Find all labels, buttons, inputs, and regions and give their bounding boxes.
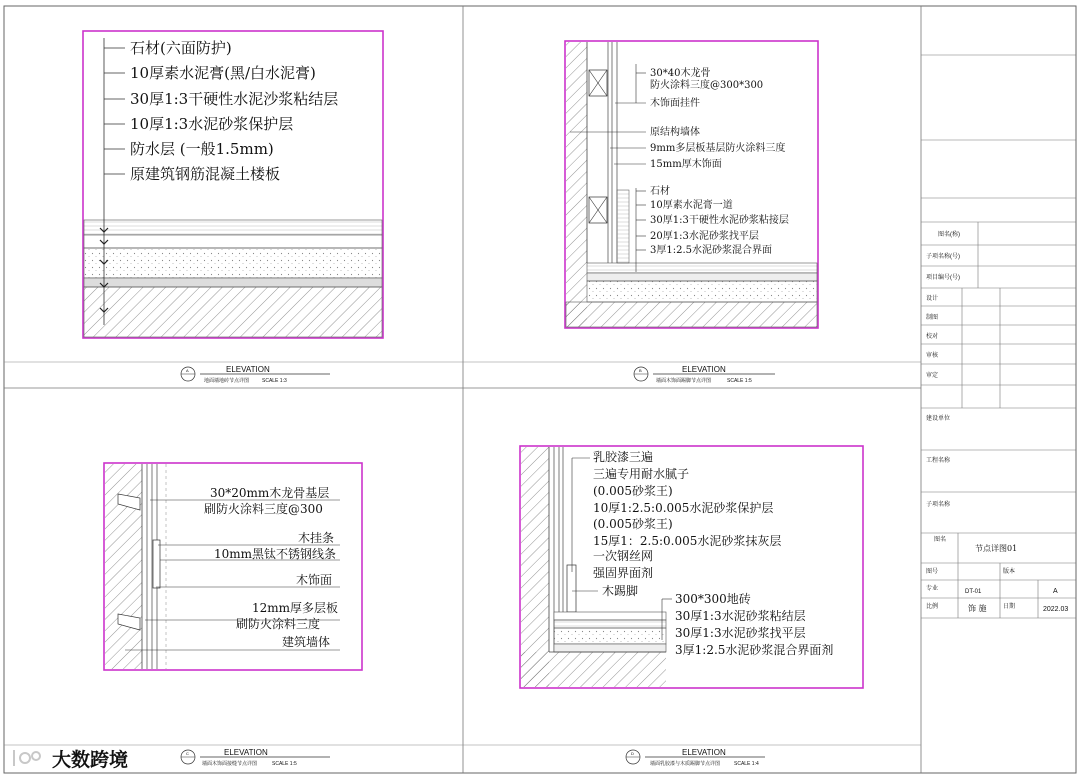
panel-a-label-3: 10厚1:3水泥砂浆保护层 [130,115,294,133]
panel-b-letter: B [639,368,642,373]
panel-a-letter: A [186,368,189,373]
field-label-11: 图名 [934,537,947,543]
panel-d-sub: 墙面乳胶漆与木质踢脚节点详图 [650,761,721,767]
field-label-12: 图号 [926,569,939,575]
panel-a-label-0: 石材(六面防护) [130,39,232,57]
panel-c-letter: C [186,751,189,756]
panel-d-label-9: 300*300地砖 [675,592,751,606]
panel-d-label-0: 乳胶漆三遍 [593,450,654,464]
drawing-discipline: 饰 施 [968,604,987,613]
panel-a-label-5: 原建筑钢筋混凝土楼板 [130,165,281,183]
panel-d-label-8: 木踢脚 [602,584,639,598]
watermark-text: 大数跨境 [52,750,129,771]
field-label-10: 子项名称 [926,502,951,508]
panel-b-scale: SCALE 1:5 [727,378,752,384]
panel-b-label-7: 10厚素水泥膏一道 [650,200,733,211]
panel-c-label-7: 建筑墙体 [282,635,331,649]
panel-a-sub: 地面墙地砖节点详图 [204,378,250,384]
panel-d-label-5: 15厚1：2.5:0.005水泥砂浆抹灰层 [593,534,782,548]
field-label-3: 设计 [926,296,939,302]
field-label-9: 工程名称 [926,458,951,464]
panel-b-tag: ELEVATION [682,365,726,374]
panel-d-tag: ELEVATION [682,748,726,757]
panel-a-label-1: 10厚素水泥膏(黑/白水泥膏) [130,64,316,82]
panel-c-label-2: 木挂条 [298,531,335,545]
panel-c-label-3: 10mm黑钛不锈钢线条 [214,547,337,561]
field-label-16: 专业 [926,586,939,592]
panel-c-label-5: 12mm厚多层板 [252,601,339,615]
field-label-0: 图名(称) [938,232,960,238]
panel-d-label-10: 30厚1:3水泥砂浆粘结层 [675,609,806,623]
panel-b-label-0: 30*40木龙骨 [650,68,711,79]
watermark-logo [14,750,40,766]
field-label-1: 子项名称(号) [926,254,960,260]
panel-c-label-4: 木饰面 [296,573,333,587]
drawing-version: A [1053,588,1058,595]
panel-d-label-4: (0.005砂浆王) [593,517,673,531]
panel-b-label-3: 原结构墙体 [650,127,700,138]
drawing-number: DT-01 [965,589,982,595]
panel-b-label-8: 30厚1:3干硬性水泥砂浆粘接层 [650,215,789,226]
sheet-title-block [921,55,1076,618]
panel-d-label-2: (0.005砂浆王) [593,484,673,498]
panel-a-label-4: 防水层 (一般1.5mm) [130,140,274,158]
panel-a-scale: SCALE 1:3 [262,378,287,384]
field-label-5: 校对 [926,334,939,340]
field-label-2: 项目编号(号) [926,275,960,281]
field-label-15: 日期 [1003,604,1016,610]
panel-a-tag: ELEVATION [226,365,270,374]
panel-a-label-2: 30厚1:3干硬性水泥沙浆粘结层 [130,90,339,108]
field-label-14: 比例 [926,604,939,610]
field-label-8: 建设单位 [926,416,951,422]
panel-d-label-1: 三遍专用耐水腻子 [593,467,690,481]
panel-b-label-9: 20厚1:3水泥砂浆找平层 [650,231,759,242]
panel-c-scale: SCALE 1:5 [272,761,297,767]
panel-b-label-10: 3厚1:2.5水泥砂浆混合界面 [650,245,772,256]
panel-c-tag: ELEVATION [224,748,268,757]
panel-b-label-4: 9mm多层板基层防火涂料三度 [650,143,786,154]
panel-d-letter: D [631,751,634,756]
panel-c-label-0: 30*20mm木龙骨基层 [210,486,330,500]
field-label-6: 审核 [926,353,939,359]
drawing-date: 2022.03 [1043,606,1069,613]
panel-d-label-7: 强固界面剂 [593,566,654,580]
panel-c-sub: 墙面木饰面接缝节点详图 [202,761,258,767]
panel-b-label-2: 木饰面挂件 [650,98,700,109]
panel-d-label-6: 一次钢丝网 [593,549,654,563]
panel-b-sub: 墙面木饰面踢脚节点详图 [656,378,712,384]
panel-c-label-6: 刷防火涂料三度 [236,617,321,631]
panel-b-label-6: 石材 [650,186,670,197]
panel-d-scale: SCALE 1:4 [734,761,759,767]
panel-d-label-3: 10厚1:2.5:0.005水泥砂浆保护层 [593,501,774,515]
drawing-title: 节点详图01 [975,544,1018,553]
panel-b-label-1: 防火涂料三度@300*300 [650,80,764,91]
field-label-13: 版本 [1003,569,1016,575]
field-label-4: 制图 [926,315,939,321]
panel-b-label-5: 15mm厚木饰面 [650,159,722,170]
panel-c-label-1: 刷防火涂料三度@300 [204,502,323,516]
panel-d-label-12: 3厚1:2.5水泥砂浆混合界面剂 [675,643,834,657]
field-label-7: 审定 [926,373,939,379]
panel-d-label-11: 30厚1:3水泥砂浆找平层 [675,626,806,640]
